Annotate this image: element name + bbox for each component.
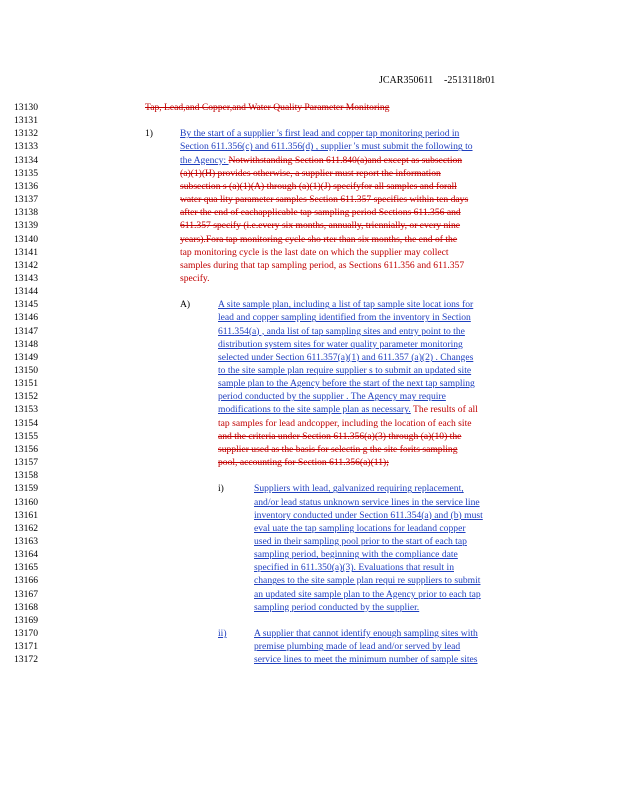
text-line <box>218 418 536 430</box>
line-number: 13146 <box>14 312 38 324</box>
line-number: 13164 <box>14 549 38 561</box>
text-run: samples during that tap sampling period, as Sections 611.356 and 611.357 <box>180 259 465 271</box>
text-run: Notwithstanding Section 611.840(a)and except as subsection <box>228 154 463 166</box>
line-number: 13140 <box>14 233 38 245</box>
text-run: period conducted by the supplier . The Agency may require <box>218 391 446 403</box>
line-number: 13155 <box>14 430 38 442</box>
text-line <box>254 510 540 522</box>
text-run: premise plumbing made of lead and/or served by lead <box>254 641 461 653</box>
line-number: 13141 <box>14 246 38 258</box>
text-line <box>254 483 540 495</box>
text-line <box>218 444 536 456</box>
line-number: 13131 <box>14 115 38 127</box>
text-line <box>254 497 540 509</box>
line-number: 13158 <box>14 470 38 482</box>
text-line <box>254 575 540 587</box>
text-line <box>254 536 540 548</box>
text-line <box>218 299 536 311</box>
line-number: 13171 <box>14 641 38 653</box>
text-run: eval uate the tap sampling locations for leadand copper <box>254 522 466 534</box>
text-line <box>254 602 540 614</box>
text-run: distribution system sites for water quality parameter monitoring <box>218 338 463 350</box>
text-line <box>254 628 540 640</box>
text-line <box>180 194 542 206</box>
section1-marker: 1) <box>145 128 153 140</box>
line-number: 13153 <box>14 404 38 416</box>
text-line <box>180 247 542 259</box>
text-line <box>254 641 540 653</box>
text-run: inventory conducted under Section 611.354(a) and (b) must <box>254 509 483 521</box>
text-line <box>180 141 542 153</box>
line-number: 13149 <box>14 351 38 363</box>
line-number: 13163 <box>14 535 38 547</box>
text-run: specify. <box>180 272 210 284</box>
text-line <box>218 378 536 390</box>
text-run: and/or lead status unknown service lines in the service line <box>254 496 480 508</box>
line-number: 13145 <box>14 299 38 311</box>
line-number: 13144 <box>14 286 38 298</box>
text-run: lead and copper sampling identified from the inventory in Section <box>218 312 471 324</box>
line-number: 13172 <box>14 654 38 666</box>
line-number: 13152 <box>14 391 38 403</box>
line-number: 13148 <box>14 338 38 350</box>
text-run: 611.354(a) , anda list of tap sampling sites and entry point to the <box>218 325 465 337</box>
text-line <box>254 549 540 561</box>
line-number: 13138 <box>14 207 38 219</box>
line-number: 13150 <box>14 365 38 376</box>
text-run: tap monitoring cycle is the last date on which the supplier may collect <box>180 246 449 258</box>
line-number: 13168 <box>14 601 38 613</box>
text-run: selected under Section 611.357(a)(1) and 611.357 (a)(2) . Changes <box>218 351 474 363</box>
text-line <box>180 181 542 193</box>
text-run: an updated site sample plan to the Agency prior to each tap <box>254 588 481 600</box>
text-line <box>180 207 542 219</box>
line-number: 13136 <box>14 180 38 192</box>
line-number: 13159 <box>14 483 38 495</box>
sectionA-marker: A) <box>180 299 191 311</box>
line-number: 13170 <box>14 628 38 639</box>
line-number: 13133 <box>14 141 38 153</box>
section-heading: Tap, Lead,and Copper,and Water Quality Parameter Monitoring <box>145 102 390 113</box>
text-run: A supplier that cannot identify enough sampling sites with <box>254 628 478 639</box>
text-line <box>180 260 542 272</box>
text-line <box>254 562 540 574</box>
line-number: 13130 <box>14 102 38 113</box>
text-line <box>218 391 536 403</box>
line-number: 13162 <box>14 522 38 534</box>
text-line <box>218 457 536 469</box>
text-run: A site sample plan, including a list of tap sample site locat ions for <box>218 299 474 311</box>
line-number: 13137 <box>14 194 38 206</box>
text-line <box>218 312 536 324</box>
line-number: 13154 <box>14 417 38 429</box>
text-line <box>180 220 542 232</box>
text-run: Suppliers with lead, galvanized requiring replacement, <box>254 483 464 495</box>
text-line <box>254 589 540 601</box>
text-line <box>254 523 540 535</box>
line-number: 13166 <box>14 575 38 587</box>
text-run: subsection s (a)(1)(A) through (a)(1)(J) specifyfor all samples and forall <box>180 180 457 192</box>
text-run: sampling period conducted by the supplier. <box>254 601 420 613</box>
text-run: service lines to meet the minimum number of sample sites <box>254 654 478 666</box>
text-run: used in their sampling pool prior to the start of each tap <box>254 535 467 547</box>
text-line <box>218 326 536 338</box>
line-number: 13132 <box>14 128 38 140</box>
text-run: water qua lity parameter samples Section 611.357 specifies within ten days <box>180 194 469 206</box>
line-number: 13139 <box>14 220 38 232</box>
sectionII-marker: ii) <box>218 628 227 639</box>
page-header <box>0 75 618 87</box>
text-line <box>180 273 542 285</box>
text-run: 611.357 specify (i.e.every six months, annually, triennially, or every nine <box>180 220 461 232</box>
text-run: By the start of a supplier 's first lead and copper tap monitoring period in <box>180 128 460 140</box>
text-run: sampling period, beginning with the compliance date <box>254 549 458 561</box>
text-run: sample plan to the Agency before the start of the next tap sampling <box>218 378 475 390</box>
line-number: 13160 <box>14 496 38 508</box>
text-line <box>218 352 536 364</box>
text-line <box>180 155 542 167</box>
text-run: supplier used as the basis for selectin g the site forits sampling <box>218 443 458 455</box>
revision-code: -2513118r01 <box>444 75 496 86</box>
text-line <box>180 128 542 140</box>
text-line <box>180 168 542 180</box>
line-number: 13143 <box>14 272 38 284</box>
line-number: 13156 <box>14 443 38 455</box>
text-run: (a)(1)(H) provides otherwise, a supplier must report the information <box>180 167 441 179</box>
text-line <box>254 654 540 666</box>
text-run: the Agency: <box>180 154 229 166</box>
text-run: specified in 611.350(a)(3). Evaluations that result in <box>254 562 454 574</box>
text-run: The results of all <box>410 404 478 416</box>
text-line <box>218 339 536 351</box>
line-number: 13161 <box>14 509 38 521</box>
text-run: years).Fora tap monitoring cycle sho rter than six months, the end of the <box>180 233 458 245</box>
text-run: Section 611.356(c) and 611.356(d) , supplier 's must submit the following to <box>180 141 473 153</box>
line-number: 13147 <box>14 325 38 337</box>
line-number: 13165 <box>14 562 38 574</box>
text-run: changes to the site sample plan requi re suppliers to submit <box>254 575 481 587</box>
sectionI-marker: i) <box>218 483 224 495</box>
line-number: 13157 <box>14 457 38 469</box>
text-run: pool, accounting for Section 611.356(a)(11); <box>218 457 389 469</box>
line-number: 13142 <box>14 259 38 271</box>
text-run: and the criteria under Section 611.356(a)(3) through (a)(10) the <box>218 430 462 442</box>
line-number: 13169 <box>14 614 38 626</box>
text-line <box>218 404 536 416</box>
text-run: tap samples for lead andcopper, including the location of each site <box>218 417 472 429</box>
line-number: 13135 <box>14 167 38 179</box>
line-number: 13134 <box>14 154 38 166</box>
line-number: 13151 <box>14 378 38 390</box>
document-code: JCAR350611 <box>379 75 434 86</box>
text-run: after the end of eachapplicable tap sampling period Sections 611.356 and <box>180 207 461 219</box>
text-line <box>218 431 536 443</box>
text-line <box>180 234 542 246</box>
text-run: to the site sample plan require supplier s to submit an updated site <box>218 365 472 376</box>
text-line <box>218 365 536 377</box>
line-number: 13167 <box>14 588 38 600</box>
text-run: modifications to the site sample plan as necessary. <box>218 404 411 416</box>
